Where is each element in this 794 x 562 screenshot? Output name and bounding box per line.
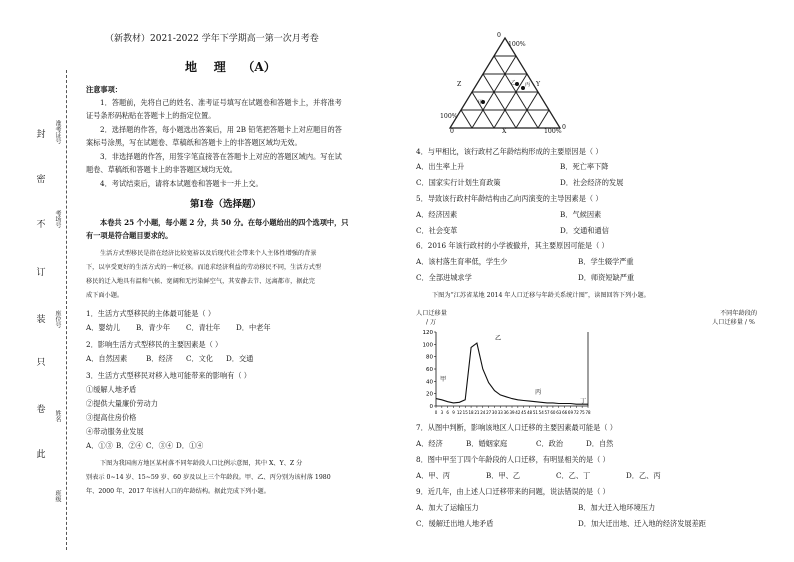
margin-char: 密 xyxy=(36,175,46,185)
q9-option[interactable]: D．加大迁出地、迁入地的经济发展差距 xyxy=(578,519,706,528)
margin-char: 不 xyxy=(36,220,46,230)
q6-option[interactable]: A．该村落生育率低，学生少 xyxy=(416,257,508,266)
q5-stem: 5．导致该行政村年龄结构由乙向丙演变的主导因素是（ ） xyxy=(416,194,603,203)
notes-heading: 注意事项： xyxy=(86,85,122,94)
migration-line xyxy=(436,343,588,404)
ternary-axis-x: X xyxy=(502,128,507,135)
passage-line: 下图为我国南方地区某村落不同年龄段人口比例示意图，其中 X、Y、Z 分 xyxy=(100,460,303,467)
q5-option[interactable]: B．气候因素 xyxy=(560,210,602,219)
passage-line: 年、2000 年、2017 年该村人口的年龄结构。据此完成下列小题。 xyxy=(86,488,270,495)
ternary-axis-z: Z xyxy=(457,81,462,88)
passage3: 下图为“江苏省某地 2014 年人口迁移与年龄关系统计图”，读图回答下列小题。 xyxy=(432,292,650,299)
x-tick-label: 42 xyxy=(515,410,521,415)
note-line: 4．考试结束后，请将本试题卷和答题卡一并上交。 xyxy=(100,179,263,188)
point-label: 丙 xyxy=(525,82,531,88)
binding-line xyxy=(66,70,67,550)
field-name: 姓名 xyxy=(54,410,61,422)
q2-stem: 2．影响生活方式型移民的主要因素是（ ） xyxy=(86,340,223,349)
q8-option[interactable]: A．甲、丙 xyxy=(416,471,450,480)
x-tick-label: 72 xyxy=(573,410,579,415)
section-intro: 有一项是符合题目要求的。 xyxy=(86,231,173,240)
exam-title: （新教材）2021-2022 学年下学期高一第一次月考卷 xyxy=(105,34,319,44)
x-tick-label: 60 xyxy=(550,410,556,415)
x-tick-label: 12 xyxy=(456,410,462,415)
chart-right-label: 人口迁移量 / % xyxy=(712,319,755,326)
x-tick-label: 39 xyxy=(509,410,515,415)
x-tick-label: 6 xyxy=(446,410,449,415)
x-tick-label: 18 xyxy=(468,410,474,415)
q3-option[interactable]: D．①④ xyxy=(176,441,204,450)
migration-chart xyxy=(412,326,594,418)
q7-option[interactable]: B．婚姻家庭 xyxy=(466,439,508,448)
ternary-zero: 0 xyxy=(497,32,501,39)
x-tick-label: 45 xyxy=(521,410,527,415)
margin-char: 只 xyxy=(36,358,46,368)
q7-option[interactable]: A．经济 xyxy=(416,439,443,448)
x-tick-label: 36 xyxy=(503,410,509,415)
y-tick-label: 100 xyxy=(422,342,433,349)
field-seat: 座位号 xyxy=(54,310,61,328)
x-tick-label: 66 xyxy=(562,410,568,415)
x-tick-label: 57 xyxy=(544,410,550,415)
q3-stem: 3．生活方式型移民对移入地可能带来的影响有（ ） xyxy=(86,371,251,380)
note-line: 案标号涂黑，写在试题卷、草稿纸和答题卡上的非答题区域均无效。 xyxy=(86,138,302,147)
q8-option[interactable]: B．甲、乙 xyxy=(486,471,521,480)
passage-line: 移民的迁入地具有温和气候、宽阔和无污染鲜空气，其安静去节、远离都市，据此完 xyxy=(86,278,315,285)
y-tick-label: 80 xyxy=(426,354,433,361)
x-tick-label: 30 xyxy=(491,410,498,415)
series-label: 乙 xyxy=(495,335,502,342)
series-label: 甲 xyxy=(440,376,447,383)
y-tick-label: 40 xyxy=(426,379,433,386)
x-tick-label: 27 xyxy=(486,410,492,415)
series-label: 丙 xyxy=(535,389,542,396)
field-exam-id: 准考证号 xyxy=(54,120,61,144)
q4-stem: 4．与甲相比，该行政村乙年龄结构形成的主要原因是（ ） xyxy=(416,147,603,156)
q1-option[interactable]: C．青壮年 xyxy=(186,323,221,332)
q3-item: ③提高住房价格 xyxy=(86,413,137,422)
q1-option[interactable]: A．婴幼儿 xyxy=(86,323,120,332)
x-tick-label: 54 xyxy=(538,410,544,415)
q3-item: ④带动服务业发展 xyxy=(86,427,144,436)
q3-option[interactable]: C．③④ xyxy=(146,441,174,450)
margin-char: 封 xyxy=(36,130,46,140)
x-tick-label: 78 xyxy=(585,410,591,415)
q7-stem: 7．从图中判断，影响该地区人口迁移的主要因素最可能是（ ） xyxy=(416,423,617,432)
chart-ylabel: 人口迁移量 xyxy=(416,310,447,317)
q2-option[interactable]: D．交通 xyxy=(226,354,254,363)
q5-option[interactable]: C．社会变革 xyxy=(416,226,458,235)
chart-yunit: / 万 xyxy=(426,319,437,326)
q4-option[interactable]: A．出生率上升 xyxy=(416,162,465,171)
ternary-axis-y: Y xyxy=(536,81,541,88)
margin-char: 此 xyxy=(36,450,46,460)
q6-option[interactable]: C．全部进城求学 xyxy=(416,273,472,282)
q6-option[interactable]: B．学生辍学严重 xyxy=(578,257,634,266)
chart-right-label: 不同年龄段的 xyxy=(720,310,758,317)
q2-option[interactable]: A．自然因素 xyxy=(86,354,128,363)
x-tick-label: 33 xyxy=(497,410,503,415)
x-tick-label: 9 xyxy=(452,410,455,415)
passage-line: 生活方式型移民是指在经济比较宽裕以及后现代社会带来个人主体性增强的背景 xyxy=(100,250,317,257)
q3-option[interactable]: B．②④ xyxy=(116,441,143,450)
x-axis xyxy=(435,406,591,415)
q9-stem: 9．近几年，由上述人口迁移带来的问题，说法错误的是（ ） xyxy=(416,487,610,496)
x-tick-label: 21 xyxy=(474,410,480,415)
x-tick-label: 24 xyxy=(480,410,486,415)
q2-option[interactable]: B．经济 xyxy=(146,354,173,363)
q6-stem: 6．2016 年该行政村的小学被撤并，其主要原因可能是（ ） xyxy=(416,241,609,250)
field-room: 考场号 xyxy=(54,210,61,228)
point-label: 甲 xyxy=(478,100,484,106)
q5-option[interactable]: A．经济因素 xyxy=(416,210,458,219)
point-label: 乙 xyxy=(511,80,517,86)
q1-option[interactable]: B．青少年 xyxy=(136,323,171,332)
y-tick-label: 0 xyxy=(429,404,433,410)
ternary-zero: 0 xyxy=(450,128,454,135)
q6-option[interactable]: D．师资短缺严重 xyxy=(578,273,635,282)
margin-char: 订 xyxy=(36,268,46,278)
q1-stem: 1．生活方式型移民的主体最可能是（ ） xyxy=(86,309,216,318)
passage-line: 别表示 0~14 岁、15~59 岁、60 岁及以上三个年龄段。甲、乙、丙分别为该村落 1980 xyxy=(86,474,331,481)
q8-option[interactable]: D．乙、丙 xyxy=(626,471,661,480)
q3-item: ②提供大量廉价劳动力 xyxy=(86,399,158,408)
margin-char: 装 xyxy=(36,315,46,325)
subject-title: 地 理 （A） xyxy=(185,60,276,74)
q3-option[interactable]: A．①③ xyxy=(86,441,113,450)
series-label: 丁 xyxy=(580,398,587,405)
q8-stem: 8．图中甲至丁四个年龄段的人口迁移，有明显相关的是（ ） xyxy=(416,455,610,464)
q5-option[interactable]: D．交通和通信 xyxy=(560,226,609,235)
y-tick-label: 120 xyxy=(422,330,433,336)
margin-char: 卷 xyxy=(36,405,46,415)
x-tick-label: 51 xyxy=(532,410,538,415)
x-tick-label: 75 xyxy=(579,410,585,415)
y-tick-label: 20 xyxy=(426,391,433,398)
section-intro: 本卷共 25 个小题，每小题 2 分，共 50 分。在每小题给出的四个选项中，只 xyxy=(100,218,349,227)
ternary-top-label: 100% xyxy=(508,41,526,48)
y-axis xyxy=(423,330,589,410)
chart-axes xyxy=(436,332,588,406)
q2-option[interactable]: C．文化 xyxy=(186,354,214,363)
q9-option[interactable]: B．加大迁入地环境压力 xyxy=(578,503,656,512)
q7-option[interactable]: D．自然 xyxy=(586,439,614,448)
y-tick-label: 60 xyxy=(426,367,433,373)
q9-option[interactable]: C．缓解迁出地人地矛盾 xyxy=(416,519,494,528)
x-tick-label: 63 xyxy=(556,410,562,415)
note-line: 1．答题前，先将自己的姓名、准考证号填写在试题卷和答题卡上，并将准考 xyxy=(100,98,342,107)
note-line: 题卷、草稿纸和答题卡上的非答题区域均无效。 xyxy=(86,165,237,174)
q8-option[interactable]: C．乙、丁 xyxy=(556,471,591,480)
x-tick-label: 3 xyxy=(440,410,444,415)
x-tick-label: 48 xyxy=(526,410,533,415)
note-line: 3．非选择题的作答，用签字笔直接答在答题卡上对应的答题区域内。写在试 xyxy=(100,152,342,161)
note-line: 证号条形码粘贴在答题卡上的指定位置。 xyxy=(86,111,216,120)
x-tick-label: 15 xyxy=(462,410,468,415)
x-tick-label: 69 xyxy=(567,410,574,415)
x-tick-label: 0 xyxy=(434,410,438,415)
section-title: 第Ⅰ卷（选择题） xyxy=(190,199,261,210)
note-line: 2．选择题的作答，每小题选出答案后，用 2B 铅笔把答题卡上对应题目的答 xyxy=(100,125,342,134)
ternary-left-label: 100% xyxy=(440,113,458,120)
q1-option[interactable]: D．中老年 xyxy=(236,323,271,332)
passage-line: 下，以享受更好的生活方式的一种迁移。而追求经济利益的劳动移民不同，生活方式型 xyxy=(86,264,322,271)
q4-option[interactable]: D．社会经济的发展 xyxy=(560,178,624,187)
field-class: 班级 xyxy=(54,490,61,502)
q3-item: ①缓解人地矛盾 xyxy=(86,385,137,394)
q4-option[interactable]: B．死亡率下降 xyxy=(560,162,609,171)
ternary-zero: 0 xyxy=(562,124,566,131)
q7-option[interactable]: C．政治 xyxy=(536,439,564,448)
passage-line: 成下面小题。 xyxy=(86,292,124,299)
ternary-right-label: 100% xyxy=(544,128,562,135)
q4-option[interactable]: C．国家实行计划生育政策 xyxy=(416,178,501,187)
q9-option[interactable]: A．加大了运输压力 xyxy=(416,503,479,512)
